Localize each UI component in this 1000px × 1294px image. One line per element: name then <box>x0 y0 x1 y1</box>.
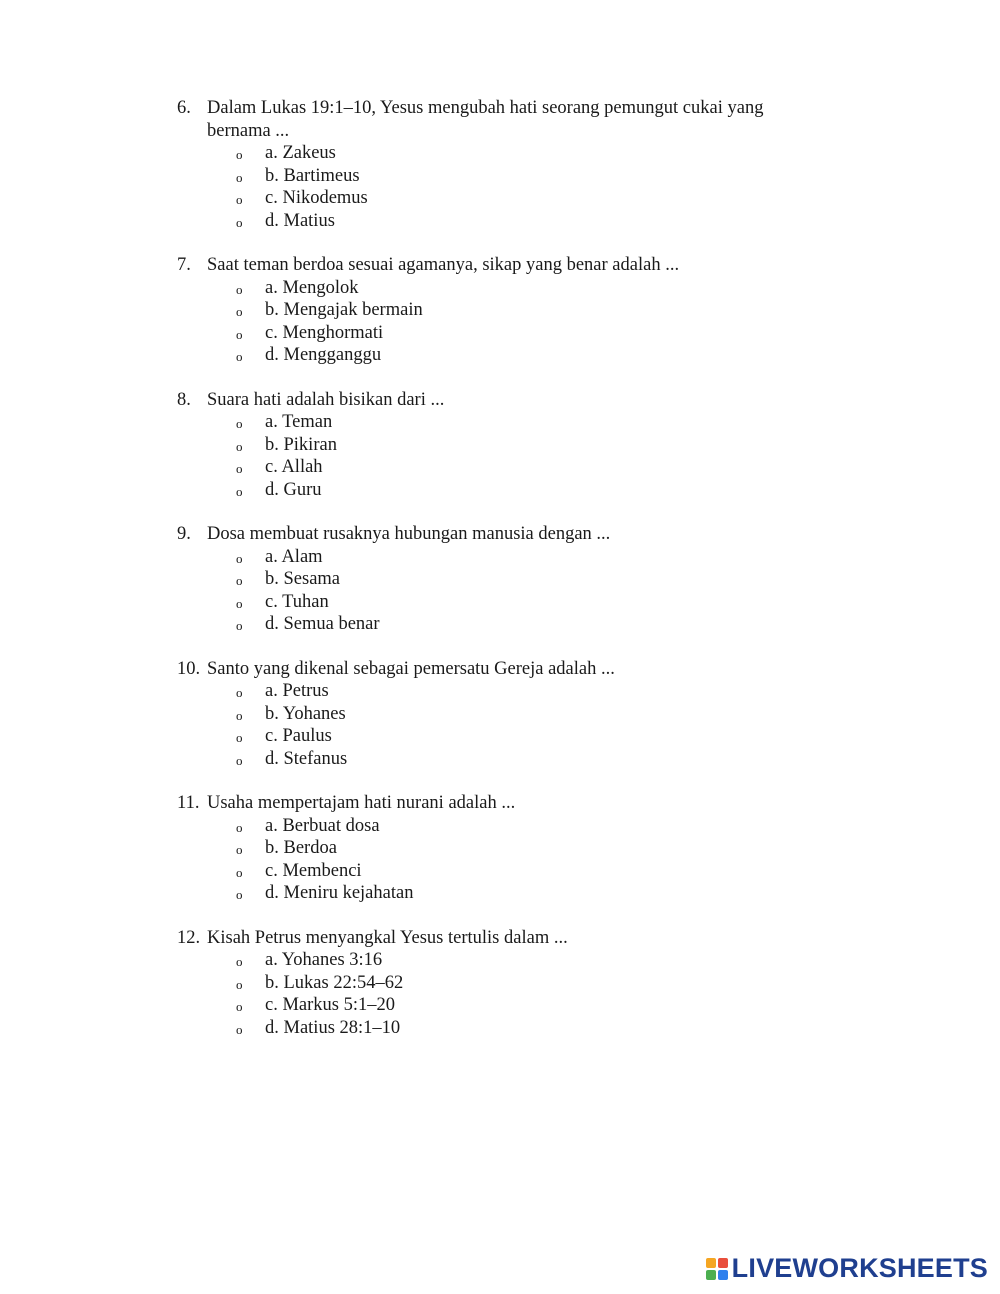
option-label: c. Allah <box>265 457 323 477</box>
bullet-icon: o <box>236 550 243 566</box>
option-label: d. Matius 28:1–10 <box>265 1017 401 1038</box>
logo-mark-tile <box>718 1270 728 1280</box>
question-number: 9. <box>177 524 191 544</box>
option-d[interactable] <box>0 344 1000 367</box>
option-label: c. Markus 5:1–20 <box>265 995 395 1015</box>
option-list <box>0 411 1000 501</box>
bullet-icon: o <box>236 1021 243 1037</box>
option-list <box>0 277 1000 367</box>
option-label: a. Mengolok <box>265 277 359 298</box>
option-c[interactable] <box>0 456 1000 479</box>
logo-mark-tile <box>706 1258 716 1268</box>
option-label: b. Pikiran <box>265 434 337 455</box>
question-number: 7. <box>177 255 191 275</box>
option-label: d. Mengganggu <box>265 345 382 365</box>
question-text: Dosa membuat rusaknya hubungan manusia dengan ... <box>207 524 611 544</box>
logo-mark-tile <box>718 1258 728 1268</box>
option-label: b. Sesama <box>265 569 341 589</box>
option-c[interactable] <box>0 725 1000 748</box>
option-list <box>0 680 1000 770</box>
option-label: c. Paulus <box>265 726 332 746</box>
option-d[interactable] <box>0 1017 1000 1040</box>
question-6 <box>0 97 1000 232</box>
bullet-icon: o <box>236 326 243 342</box>
question-stem <box>0 523 1000 546</box>
option-d[interactable] <box>0 882 1000 905</box>
bullet-icon: o <box>236 416 243 431</box>
option-label: d. Stefanus <box>265 748 348 769</box>
logo-mark-icon <box>706 1258 728 1280</box>
bullet-icon: o <box>236 461 243 476</box>
question-11 <box>0 792 1000 905</box>
bullet-icon: o <box>236 730 243 745</box>
bullet-icon: o <box>236 864 243 880</box>
option-a[interactable] <box>0 411 1000 434</box>
option-label: b. Yohanes <box>265 703 346 724</box>
question-stem <box>0 658 1000 681</box>
bullet-icon: o <box>236 304 243 319</box>
question-number: 8. <box>177 389 191 410</box>
option-label: a. Yohanes 3:16 <box>265 950 383 970</box>
option-c[interactable] <box>0 322 1000 345</box>
question-9 <box>0 523 1000 636</box>
option-label: a. Teman <box>265 412 333 432</box>
question-number: 11. <box>177 793 200 813</box>
option-b[interactable] <box>0 299 1000 322</box>
question-text: Saat teman berdoa sesuai agamanya, sikap yang benar adalah ... <box>207 255 680 275</box>
liveworksheets-logo[interactable] <box>706 1253 988 1284</box>
option-label: a. Petrus <box>265 681 329 701</box>
option-c[interactable] <box>0 187 1000 210</box>
option-a[interactable] <box>0 680 1000 703</box>
bullet-icon: o <box>236 438 243 454</box>
option-b[interactable] <box>0 972 1000 995</box>
option-d[interactable] <box>0 748 1000 771</box>
question-text: Suara hati adalah bisikan dari ... <box>207 389 445 410</box>
bullet-icon: o <box>236 214 243 230</box>
bullet-icon: o <box>236 595 243 611</box>
option-label: c. Menghormati <box>265 322 384 343</box>
question-7 <box>0 254 1000 367</box>
bullet-icon: o <box>236 842 243 857</box>
bullet-icon: o <box>236 281 243 297</box>
bullet-icon: o <box>236 954 243 969</box>
option-d[interactable] <box>0 479 1000 502</box>
option-label: d. Guru <box>265 479 322 500</box>
question-stem <box>0 97 1000 142</box>
option-label: b. Berdoa <box>265 838 337 858</box>
bullet-icon: o <box>236 192 243 207</box>
option-b[interactable] <box>0 568 1000 591</box>
option-label: b. Mengajak bermain <box>265 300 423 320</box>
question-number: 12. <box>177 927 201 948</box>
option-label: a. Zakeus <box>265 143 336 163</box>
worksheet <box>0 97 1000 1061</box>
option-label: d. Matius <box>265 210 335 231</box>
bullet-icon: o <box>236 976 243 992</box>
option-b[interactable] <box>0 434 1000 457</box>
question-number: 10. <box>177 658 201 679</box>
option-list <box>0 815 1000 905</box>
question-10 <box>0 658 1000 771</box>
question-text: Santo yang dikenal sebagai pemersatu Gereja adalah ... <box>207 658 615 679</box>
bullet-icon: o <box>236 819 243 835</box>
question-stem <box>0 927 1000 950</box>
bullet-icon: o <box>236 752 243 768</box>
option-label: d. Semua benar <box>265 614 380 634</box>
option-b[interactable] <box>0 165 1000 188</box>
option-list <box>0 142 1000 232</box>
bullet-icon: o <box>236 999 243 1014</box>
option-c[interactable] <box>0 994 1000 1017</box>
option-label: c. Tuhan <box>265 591 329 612</box>
question-number: 6. <box>177 98 191 118</box>
bullet-icon: o <box>236 349 243 364</box>
bullet-icon: o <box>236 147 243 162</box>
option-label: a. Berbuat dosa <box>265 815 380 836</box>
bullet-icon: o <box>236 169 243 185</box>
bullet-icon: o <box>236 618 243 633</box>
option-a[interactable] <box>0 142 1000 165</box>
logo-mark-tile <box>706 1270 716 1280</box>
bullet-icon: o <box>236 707 243 723</box>
option-label: b. Lukas 22:54–62 <box>265 972 404 993</box>
question-text: Usaha mempertajam hati nurani adalah ... <box>207 793 516 813</box>
option-b[interactable] <box>0 837 1000 860</box>
option-a[interactable] <box>0 546 1000 569</box>
option-d[interactable] <box>0 613 1000 636</box>
bullet-icon: o <box>236 685 243 700</box>
option-b[interactable] <box>0 703 1000 726</box>
option-c[interactable] <box>0 591 1000 614</box>
option-d[interactable] <box>0 210 1000 233</box>
question-stem <box>0 792 1000 815</box>
bullet-icon: o <box>236 887 243 902</box>
bullet-icon: o <box>236 573 243 588</box>
option-a[interactable] <box>0 277 1000 300</box>
option-list <box>0 546 1000 636</box>
option-c[interactable] <box>0 860 1000 883</box>
logo-text: LIVEWORKSHEETS <box>731 1253 988 1283</box>
option-a[interactable] <box>0 949 1000 972</box>
question-12 <box>0 927 1000 1040</box>
option-label: c. Membenci <box>265 860 362 881</box>
question-stem <box>0 254 1000 277</box>
question-text: Dalam Lukas 19:1–10, Yesus mengubah hati seorang pemungut cukai yang bernama ... <box>207 98 764 141</box>
option-label: d. Meniru kejahatan <box>265 883 414 903</box>
question-8 <box>0 389 1000 502</box>
option-label: a. Alam <box>265 546 323 567</box>
question-stem <box>0 389 1000 412</box>
option-label: b. Bartimeus <box>265 165 360 186</box>
option-a[interactable] <box>0 815 1000 838</box>
option-label: c. Nikodemus <box>265 188 368 208</box>
question-text: Kisah Petrus menyangkal Yesus tertulis dalam ... <box>207 927 568 948</box>
option-list <box>0 949 1000 1039</box>
bullet-icon: o <box>236 483 243 499</box>
